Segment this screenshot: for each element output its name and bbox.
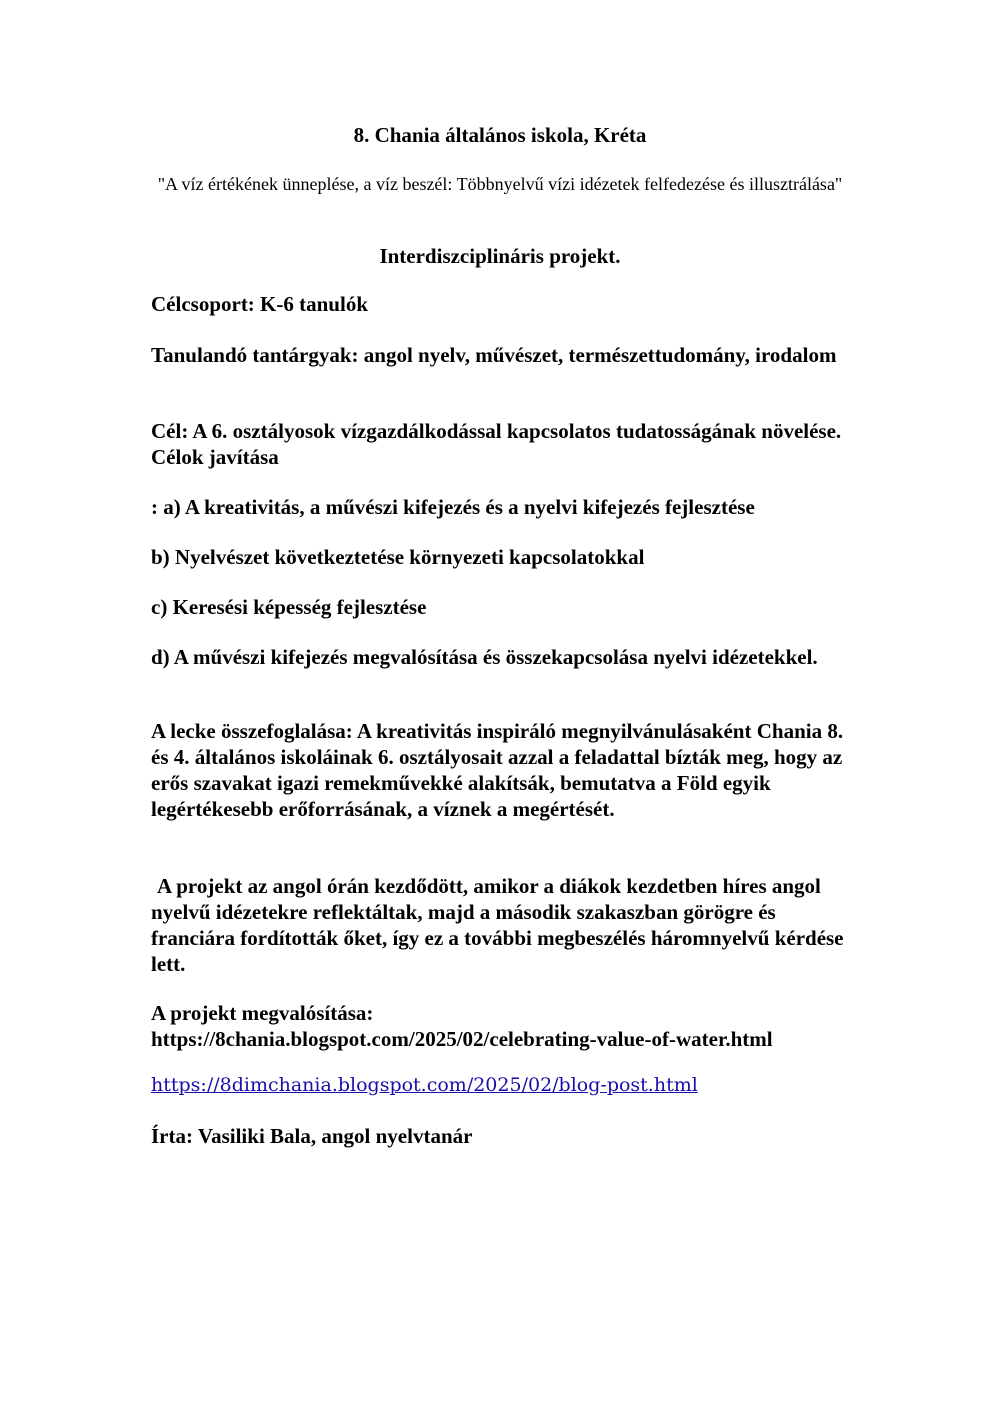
author: Írta: Vasiliki Bala, angol nyelvtanár: [151, 1124, 473, 1148]
document-subtitle: "A víz értékének ünneplése, a víz beszél: Többnyelvű vízi idézetek felfedezése és illusztrálása": [157, 174, 843, 194]
lesson-summary: A lecke összefoglalása: A kreativitás inspiráló megnyilvánulásaként Chania 8. és 4. általános iskoláinak 6. osztályosait azzal a feladattal bízták meg, hogy az erős szavakat igazi remekművekké alakítsák, bemutatva a Föld egyik legértékesebb erőforrásának, a víznek a megértését.: [151, 719, 844, 821]
goal-b: b) Nyelvészet következtetése környezeti kapcsolatokkal: [151, 545, 645, 569]
goal: Cél: A 6. osztályosok vízgazdálkodással kapcsolatos tudatosságának növelése. Célok javítása: [151, 419, 842, 469]
document-title: 8. Chania általános iskola, Kréta: [353, 123, 647, 147]
goal-a: : a) A kreativitás, a művészi kifejezés és a nyelvi kifejezés fejlesztése: [151, 495, 755, 519]
project-heading: Interdiszciplináris projekt.: [379, 244, 621, 268]
goal-c: c) Keresési képesség fejlesztése: [151, 595, 427, 619]
subjects: Tanulandó tantárgyak: angol nyelv, művészet, természettudomány, irodalom: [151, 343, 837, 367]
target-group: Célcsoport: K-6 tanulók: [151, 292, 368, 316]
implementation-label: A projekt megvalósítása:: [151, 1001, 374, 1025]
project-description: A projekt az angol órán kezdődött, amikor a diákok kezdetben híres angol nyelvű idézetekre reflektáltak, majd a második szakaszban görögre és franciára fordították őket, így ez a további megbeszélés háromnyelvű kérdése lett.: [151, 874, 844, 976]
blog-post-link[interactable]: https://8dimchania.blogspot.com/2025/02/blog-post.html: [151, 1074, 698, 1096]
implementation-url[interactable]: https://8chania.blogspot.com/2025/02/celebrating-value-of-water.html: [151, 1027, 773, 1051]
goal-d: d) A művészi kifejezés megvalósítása és összekapcsolása nyelvi idézetekkel.: [151, 645, 818, 669]
